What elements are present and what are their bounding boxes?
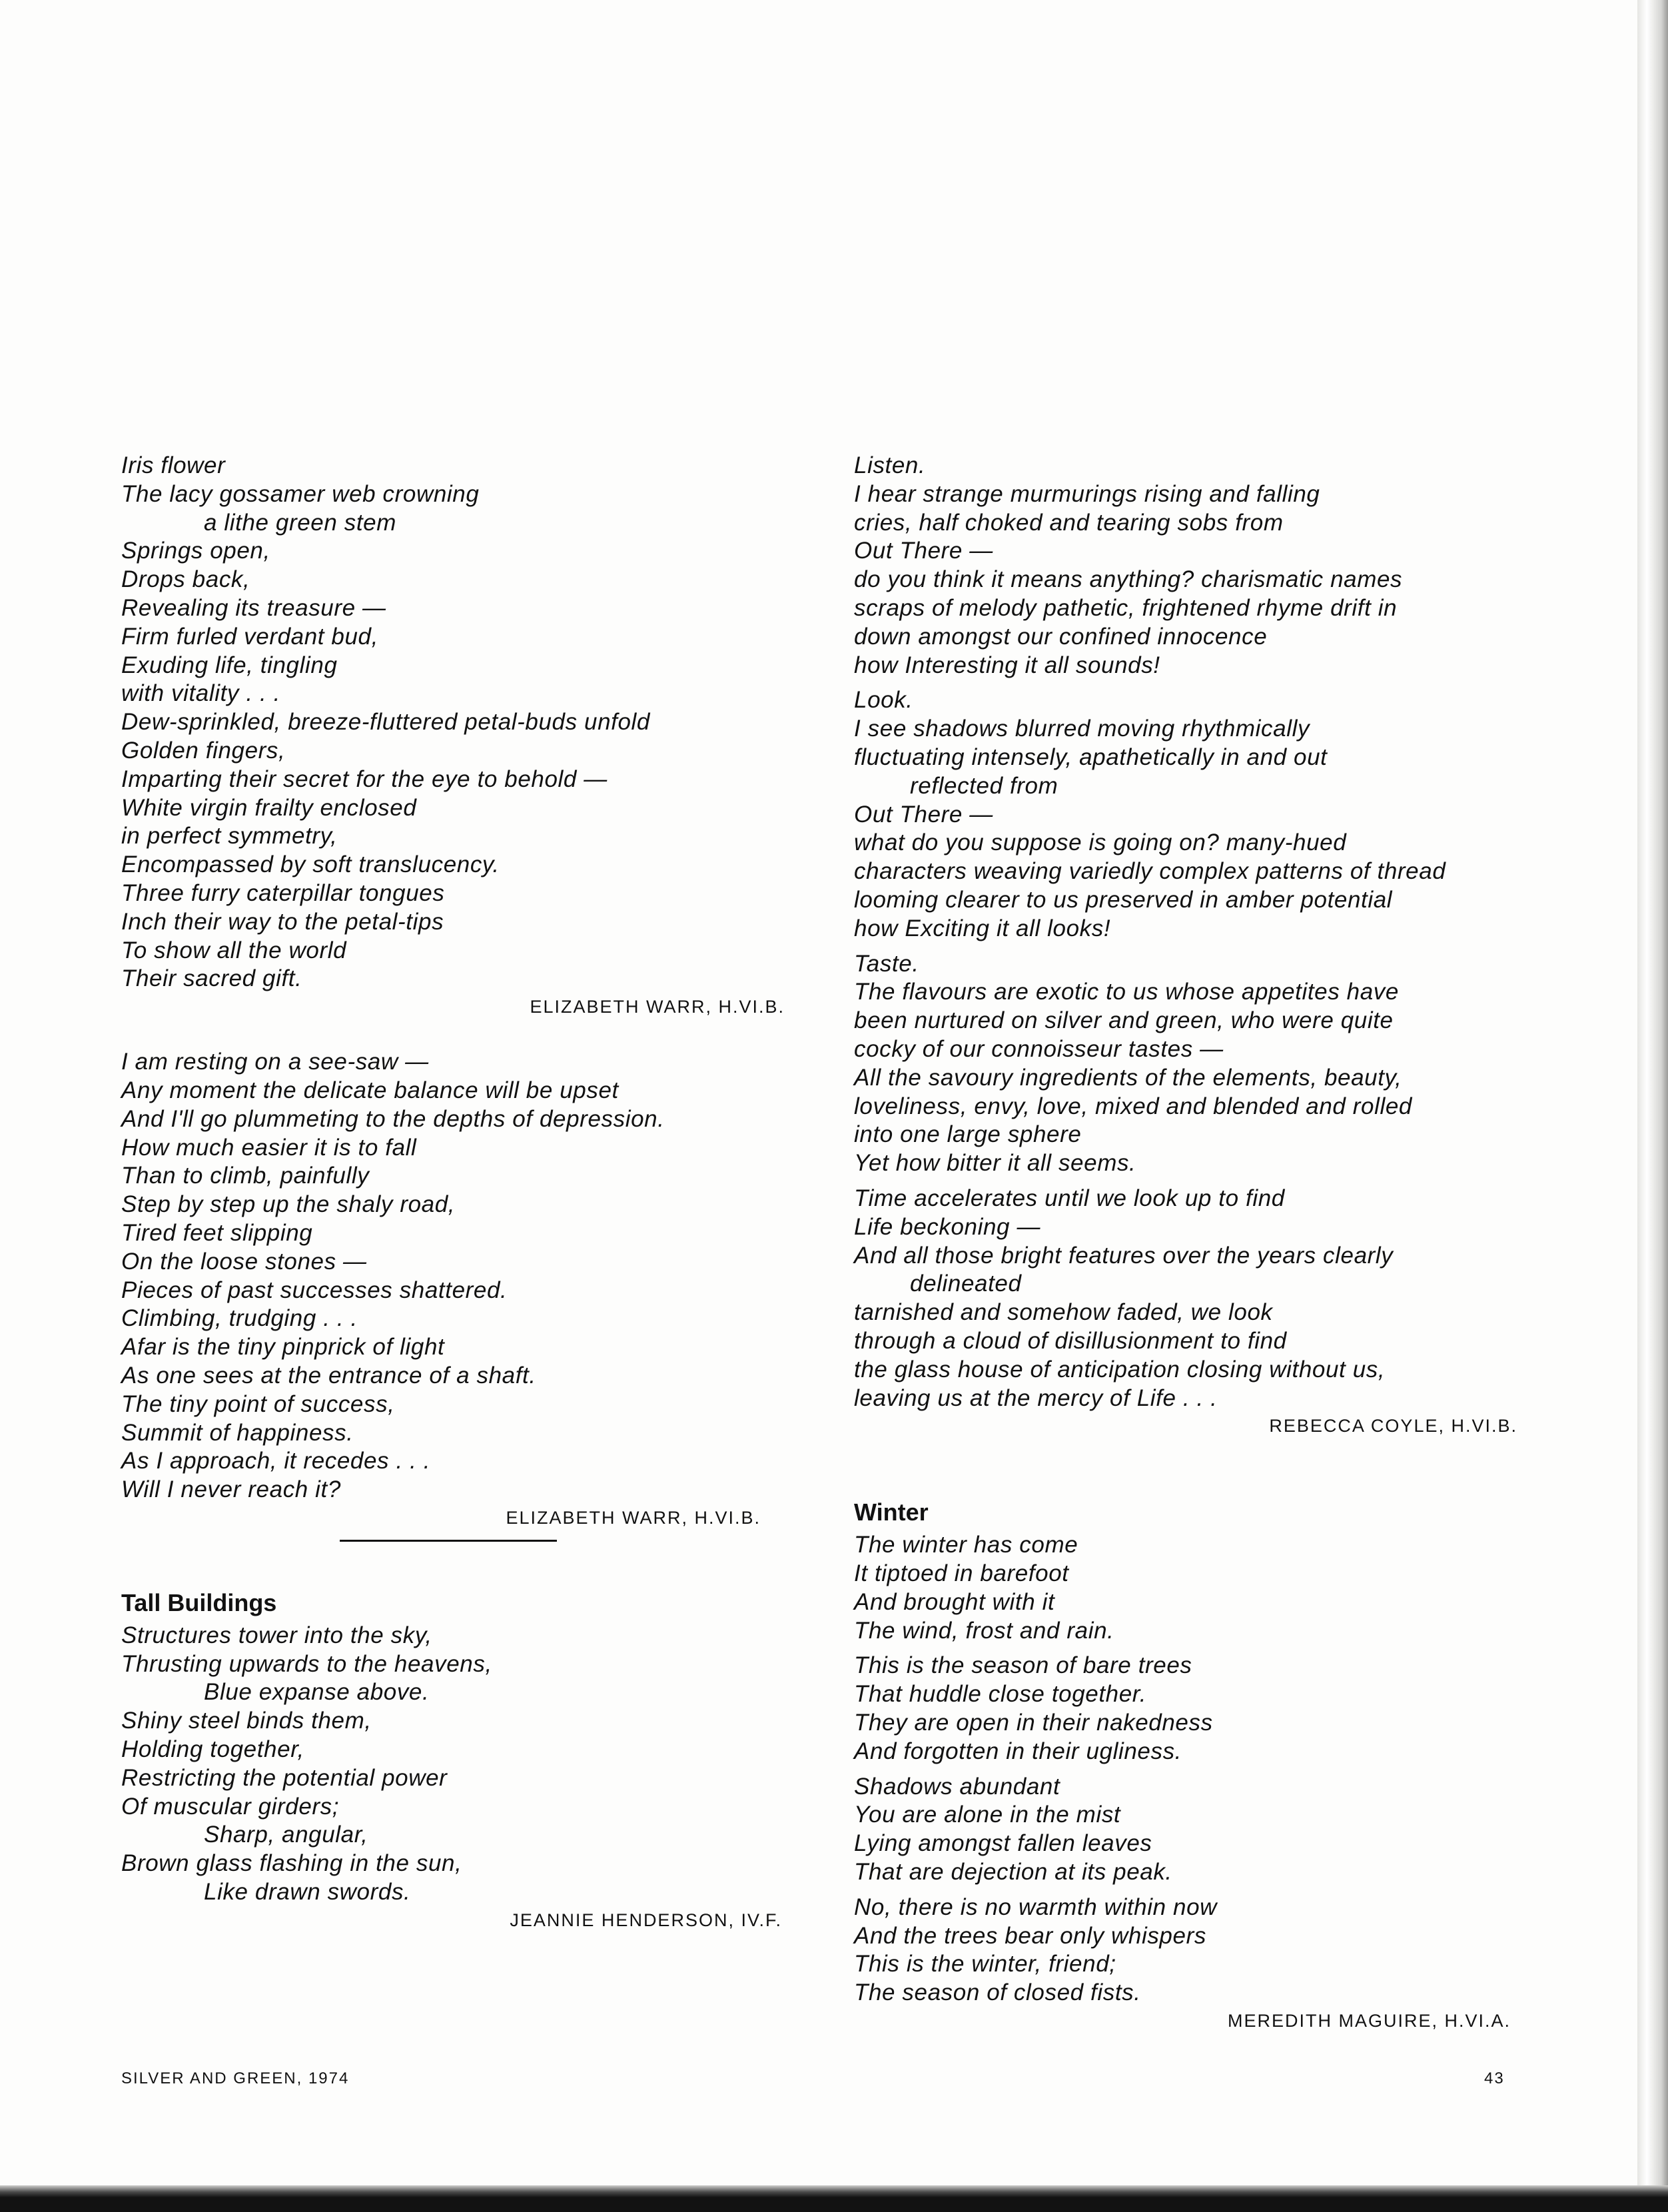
poem-out-there: [854, 452, 1520, 1439]
poem-line: Like drawn swords.: [204, 1879, 411, 1906]
section-divider: [340, 1540, 557, 1542]
poem-line: Look.: [854, 687, 913, 714]
poem-line: The lacy gossamer web crowning: [121, 480, 480, 507]
publication-footer: SILVER AND GREEN, 1974: [121, 2069, 350, 2087]
poem-line: Shiny steel binds them,: [121, 1708, 372, 1734]
poem-line: And the trees bear only whispers: [854, 1922, 1206, 1949]
poem-line: Sharp, angular,: [204, 1822, 368, 1848]
poem-line: I am resting on a see-saw —: [121, 1049, 429, 1075]
poem-line: Three furry caterpillar tongues: [121, 879, 445, 906]
poem-line: All the savoury ingredients of the elements, beauty,: [854, 1064, 1402, 1091]
page-edge-right: [1637, 0, 1668, 2212]
poem-line: do you think it means anything? charismatic names: [854, 566, 1403, 593]
poem-line: scraps of melody pathetic, frightened rhyme drift in: [854, 594, 1398, 621]
poem-line: Than to climb, painfully: [121, 1163, 370, 1189]
poem-line: They are open in their nakedness: [854, 1710, 1213, 1736]
poem-line: Drops back,: [121, 566, 250, 593]
poem-line: Pieces of past successes shattered.: [121, 1277, 508, 1303]
poem-line: It tiptoed in barefoot: [854, 1560, 1069, 1587]
poem-line: Time accelerates until we look up to find: [854, 1185, 1285, 1211]
poem-author: JEANNIE HENDERSON, IV.F.: [510, 1910, 782, 1930]
poem-line: the glass house of anticipation closing without us,: [854, 1356, 1386, 1382]
poem-line: That huddle close together.: [854, 1681, 1147, 1708]
poem-title: Winter: [854, 1498, 929, 1526]
poem-line: Brown glass flashing in the sun,: [121, 1850, 462, 1877]
poem-line: Out There —: [854, 538, 993, 564]
poem-line: The season of closed fists.: [854, 1979, 1141, 2006]
poem-line: into one large sphere: [854, 1121, 1082, 1148]
poem-line: cries, half choked and tearing sobs from: [854, 509, 1284, 536]
poem-line: Climbing, trudging . . .: [121, 1305, 358, 1332]
left-column: [121, 452, 787, 1934]
poem-author: MEREDITH MAGUIRE, H.VI.A.: [1227, 2011, 1511, 2031]
poem-line: Tired feet slipping: [121, 1219, 313, 1246]
poem-line: Life beckoning —: [854, 1213, 1041, 1240]
page-number: 43: [1484, 2069, 1505, 2087]
right-column: [854, 452, 1520, 2034]
poem-line: fluctuating intensely, apathetically in and out: [854, 744, 1328, 770]
poem-line: And forgotten in their ugliness.: [854, 1738, 1182, 1764]
poem-line: I see shadows blurred moving rhythmically: [854, 716, 1310, 742]
poem-line: Listen.: [854, 452, 926, 478]
poem-line: Any moment the delicate balance will be upset: [121, 1077, 619, 1103]
poem-line: looming clearer to us preserved in amber potential: [854, 886, 1393, 913]
poem-line: White virgin frailty enclosed: [121, 794, 417, 821]
poem-line: This is the winter, friend;: [854, 1951, 1116, 1977]
page-edge-bottom: [0, 2185, 1668, 2212]
poem-line: cocky of our connoisseur tastes —: [854, 1035, 1224, 1062]
poem-line: delineated: [910, 1271, 1022, 1297]
poem-line: a lithe green stem: [204, 509, 397, 536]
poem-line: leaving us at the mercy of Life . . .: [854, 1384, 1218, 1411]
poem-line: tarnished and somehow faded, we look: [854, 1299, 1273, 1326]
poem-line: Imparting their secret for the eye to behold —: [121, 766, 608, 792]
poem-line: characters weaving variedly complex patterns of thread: [854, 858, 1446, 885]
poem-line: On the loose stones —: [121, 1248, 367, 1275]
poem-line: with vitality . . .: [121, 680, 280, 707]
poem-line: reflected from: [910, 772, 1058, 799]
poem-line: Revealing its treasure —: [121, 594, 386, 621]
poem-line: The winter has come: [854, 1532, 1078, 1558]
poem-line: Iris flower: [121, 452, 226, 478]
poem-iris-flower: [121, 452, 787, 1020]
poem-line: Structures tower into the sky,: [121, 1622, 432, 1648]
poem-line: That are dejection at its peak.: [854, 1859, 1172, 1886]
poem-line: This is the season of bare trees: [854, 1652, 1192, 1679]
poem-line: Will I never reach it?: [121, 1476, 341, 1503]
poem-line: Inch their way to the petal-tips: [121, 908, 444, 935]
poem-line: Summit of happiness.: [121, 1419, 354, 1446]
poem-line: To show all the world: [121, 937, 347, 963]
poem-line: Afar is the tiny pinprick of light: [121, 1334, 445, 1361]
poem-line: And I'll go plummeting to the depths of depression.: [121, 1105, 665, 1132]
poem-line: down amongst our confined innocence: [854, 623, 1268, 650]
poem-line: Lying amongst fallen leaves: [854, 1830, 1152, 1857]
poem-see-saw: [121, 1048, 787, 1531]
poem-line: Of muscular girders;: [121, 1793, 340, 1820]
poem-line: Holding together,: [121, 1736, 304, 1763]
poem-line: Blue expanse above.: [204, 1679, 430, 1706]
poem-line: Shadows abundant: [854, 1773, 1060, 1800]
poem-author: ELIZABETH WARR, H.VI.B.: [506, 1507, 761, 1528]
poem-line: No, there is no warmth within now: [854, 1894, 1218, 1920]
poem-line: Springs open,: [121, 538, 270, 564]
poem-line: Firm furled verdant bud,: [121, 623, 378, 650]
poem-line: Encompassed by soft translucency.: [121, 851, 500, 878]
poem-line: Thrusting upwards to the heavens,: [121, 1650, 492, 1677]
poem-line: Taste.: [854, 950, 919, 977]
poem-line: Exuding life, tingling: [121, 652, 338, 678]
poem-line: Restricting the potential power: [121, 1764, 448, 1791]
poem-line: And brought with it: [854, 1588, 1055, 1615]
poem-title: Tall Buildings: [121, 1588, 277, 1616]
poem-line: Golden fingers,: [121, 737, 286, 764]
poem-line: loveliness, envy, love, mixed and blended and rolled: [854, 1093, 1412, 1119]
poem-author: REBECCA COYLE, H.VI.B.: [1269, 1416, 1517, 1436]
poem-tall-buildings: [121, 1587, 787, 1934]
poem-line: Dew-sprinkled, breeze-fluttered petal-buds unfold: [121, 709, 650, 736]
poem-line: what do you suppose is going on? many-hued: [854, 830, 1347, 856]
poem-line: through a cloud of disillusionment to find: [854, 1327, 1287, 1354]
poem-line: You are alone in the mist: [854, 1802, 1121, 1828]
poem-winter: [854, 1496, 1520, 2034]
poem-line: Out There —: [854, 801, 993, 828]
poem-line: in perfect symmetry,: [121, 823, 338, 849]
poem-line: The tiny point of success,: [121, 1390, 395, 1417]
poem-line: As I approach, it recedes . . .: [121, 1448, 431, 1474]
poem-author: ELIZABETH WARR, H.VI.B.: [530, 997, 785, 1017]
poem-line: Step by step up the shaly road,: [121, 1191, 456, 1218]
poem-line: been nurtured on silver and green, who were quite: [854, 1007, 1394, 1034]
poem-line: The wind, frost and rain.: [854, 1617, 1114, 1644]
poem-line: As one sees at the entrance of a shaft.: [121, 1362, 536, 1388]
poem-line: And all those bright features over the years clearly: [854, 1242, 1394, 1269]
poem-line: Yet how bitter it all seems.: [854, 1150, 1136, 1177]
poem-line: Their sacred gift.: [121, 965, 302, 992]
poem-line: The flavours are exotic to us whose appetites have: [854, 979, 1399, 1005]
poem-line: how Exciting it all looks!: [854, 915, 1111, 941]
poem-line: how Interesting it all sounds!: [854, 652, 1160, 678]
poem-line: How much easier it is to fall: [121, 1134, 417, 1161]
poem-line: I hear strange murmurings rising and falling: [854, 480, 1320, 507]
